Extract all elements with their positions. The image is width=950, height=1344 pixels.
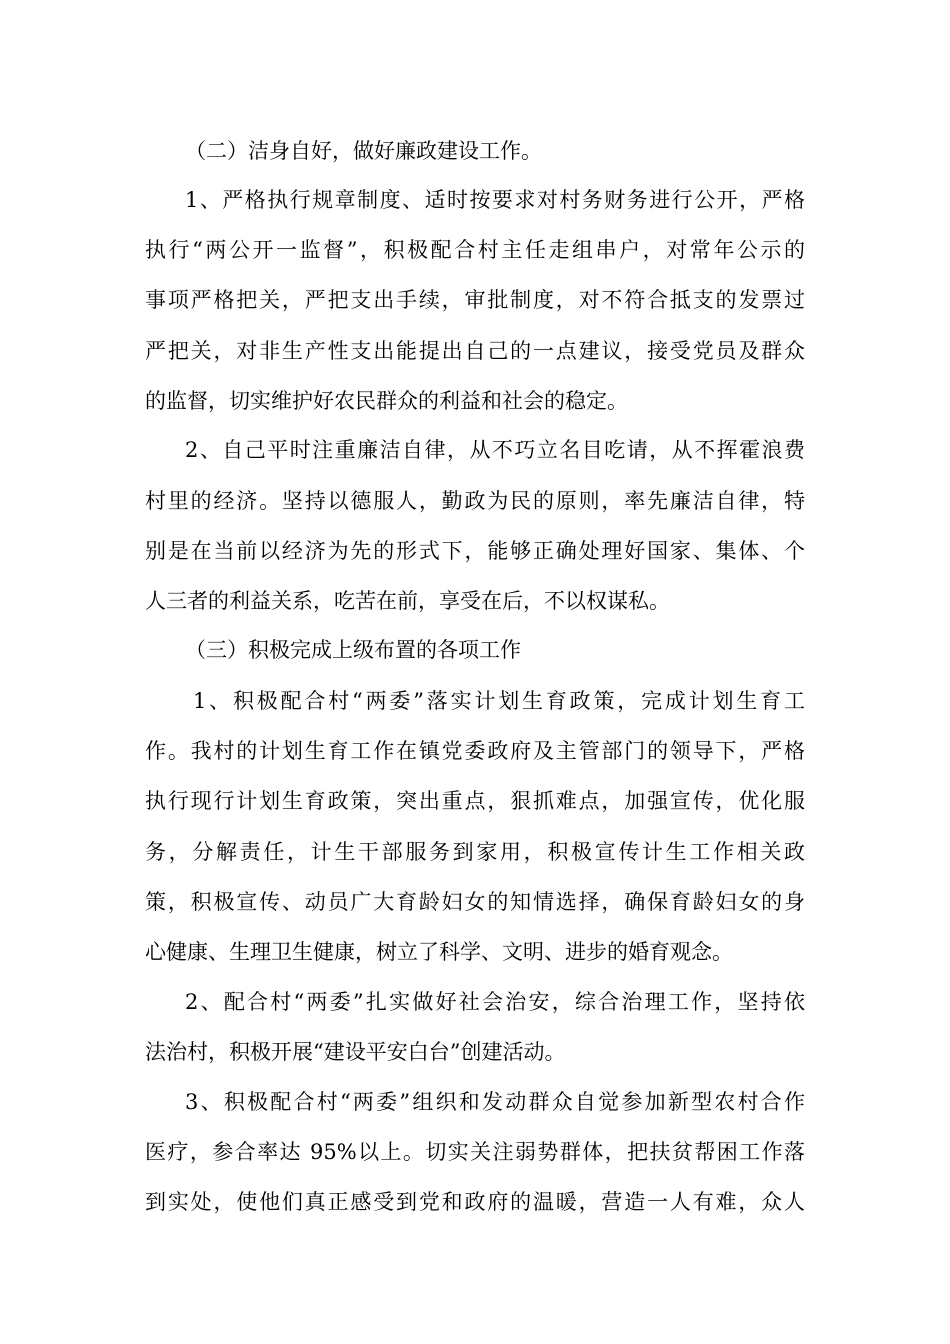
- paragraph-line: 执行“两公开一监督”，积极配合村主任走组串户，对常年公示的: [145, 238, 805, 262]
- paragraph-line: 1、积极配合村“两委”落实计划生育政策，完成计划生育工: [193, 689, 805, 713]
- paragraph-line: 2、自己平时注重廉洁自律，从不巧立名目吃请，从不挥霍浪费: [185, 438, 805, 462]
- paragraph-line: 作。我村的计划生育工作在镇党委政府及主管部门的领导下，严格: [145, 739, 805, 763]
- paragraph-line: 严把关，对非生产性支出能提出自己的一点建议，接受党员及群众: [145, 339, 805, 363]
- paragraph-line: 1、严格执行规章制度、适时按要求对村务财务进行公开，严格: [185, 188, 805, 212]
- paragraph-line: 事项严格把关，严把支出手续，审批制度，对不符合抵支的发票过: [145, 288, 805, 312]
- paragraph-line: 到实处，使他们真正感受到党和政府的温暖，营造一人有难，众人: [145, 1190, 805, 1214]
- paragraph-line: 执行现行计划生育政策，突出重点，狠抓难点，加强宣传，优化服: [145, 789, 805, 813]
- paragraph-line: 的监督，切实维护好农民群众的利益和社会的稳定。: [145, 389, 628, 413]
- paragraph-line: 人三者的利益关系，吃苦在前，享受在后，不以权谋私。: [145, 589, 670, 613]
- paragraph-line: 医疗，参合率达 95%以上。切实关注弱势群体，把扶贫帮困工作落: [145, 1140, 805, 1164]
- paragraph-line: 法治村，积极开展“建设平安白台”创建活动。: [145, 1040, 566, 1064]
- paragraph-line: 村里的经济。坚持以德服人，勤政为民的原则，率先廉洁自律，特: [145, 489, 805, 513]
- paragraph-line: 策，积极宣传、动员广大育龄妇女的知情选择，确保育龄妇女的身: [145, 890, 805, 914]
- paragraph-line: 2、配合村“两委”扎实做好社会治安，综合治理工作，坚持依: [185, 990, 805, 1014]
- paragraph-line: 别是在当前以经济为先的形式下，能够正确处理好国家、集体、个: [145, 539, 805, 563]
- section-heading-2: （二）洁身自好，做好廉政建设工作。: [185, 139, 542, 163]
- section-heading-3: （三）积极完成上级布置的各项工作: [185, 638, 521, 662]
- paragraph-line: 3、积极配合村“两委”组织和发动群众自觉参加新型农村合作: [185, 1090, 805, 1114]
- paragraph-line: 心健康、生理卫生健康，树立了科学、文明、进步的婚育观念。: [145, 940, 733, 964]
- paragraph-line: 务，分解责任，计生干部服务到家用，积极宣传计生工作相关政: [145, 840, 805, 864]
